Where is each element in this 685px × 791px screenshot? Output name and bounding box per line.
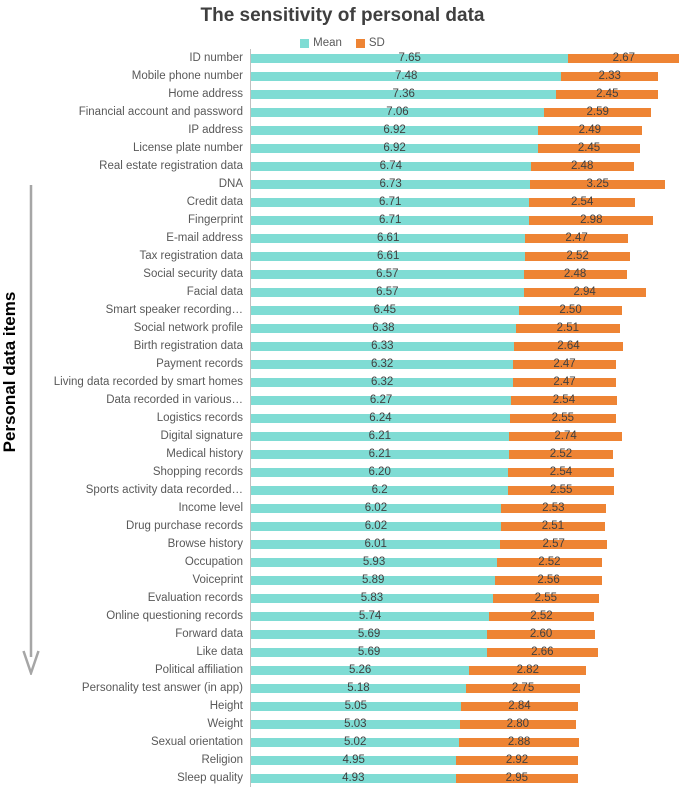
mean-bar-segment bbox=[251, 108, 544, 117]
mean-bar-segment bbox=[251, 684, 466, 693]
bar-track bbox=[250, 733, 685, 751]
bar-track bbox=[250, 49, 685, 67]
mean-bar-segment-value-label: 6.2 bbox=[371, 484, 388, 496]
mean-bar-segment bbox=[251, 756, 456, 765]
mean-bar-segment-value-label: 6.01 bbox=[364, 538, 387, 550]
bar-track bbox=[250, 139, 685, 157]
mean-bar-segment bbox=[251, 270, 524, 279]
bar-track bbox=[250, 571, 685, 589]
mean-bar-segment-value-label: 6.27 bbox=[369, 394, 393, 406]
chart-row bbox=[0, 481, 685, 499]
sd-bar-segment-value-label: 2.55 bbox=[550, 484, 573, 496]
category-label: Real estate registration data bbox=[99, 160, 243, 172]
mean-bar-segment-value-label: 6.57 bbox=[376, 286, 399, 298]
mean-bar-segment-value-label: 5.93 bbox=[362, 556, 386, 568]
mean-bar-segment-value-label: 5.69 bbox=[357, 646, 381, 658]
mean-bar-segment bbox=[251, 378, 513, 387]
bar-track bbox=[250, 247, 685, 265]
mean-bar-segment bbox=[251, 594, 493, 603]
sd-bar-segment bbox=[508, 468, 613, 477]
mean-bar-segment-value-label: 5.26 bbox=[348, 664, 372, 676]
bar-track bbox=[250, 499, 685, 517]
sd-bar-segment-value-label: 2.74 bbox=[554, 430, 577, 442]
bar-track bbox=[250, 715, 685, 733]
mean-bar-segment-value-label: 6.71 bbox=[379, 214, 402, 226]
category-label: Sleep quality bbox=[177, 772, 243, 784]
mean-bar-segment bbox=[251, 738, 459, 747]
mean-bar-segment bbox=[251, 648, 487, 657]
mean-bar-segment-value-label: 7.36 bbox=[392, 88, 415, 100]
mean-bar-segment bbox=[251, 252, 525, 261]
sd-bar-segment bbox=[544, 108, 651, 117]
chart-row bbox=[0, 373, 685, 391]
category-label: Voiceprint bbox=[192, 574, 243, 586]
bar-track bbox=[250, 589, 685, 607]
category-label: DNA bbox=[218, 178, 243, 190]
mean-bar-segment-value-label: 6.92 bbox=[383, 124, 406, 136]
mean-bar-segment-value-label: 5.69 bbox=[357, 628, 381, 640]
category-label: Drug purchase records bbox=[126, 520, 243, 532]
chart-row bbox=[0, 751, 685, 769]
legend bbox=[0, 37, 685, 49]
sd-bar-segment bbox=[495, 576, 601, 585]
sd-bar-segment bbox=[538, 126, 641, 135]
category-label: Height bbox=[209, 700, 243, 712]
sd-bar-segment-value-label: 2.55 bbox=[551, 412, 575, 424]
category-label: Occupation bbox=[184, 556, 243, 568]
mean-bar-segment-value-label: 5.05 bbox=[344, 700, 367, 712]
bar-track bbox=[250, 553, 685, 571]
bar-track bbox=[250, 517, 685, 535]
bar-track bbox=[250, 751, 685, 769]
category-label: Mobile phone number bbox=[131, 70, 243, 82]
bar-track bbox=[250, 67, 685, 85]
mean-bar-segment-value-label: 6.32 bbox=[370, 376, 394, 388]
sd-bar-segment-value-label: 2.84 bbox=[508, 700, 531, 712]
category-label: Logistics records bbox=[156, 412, 243, 424]
chart-row bbox=[0, 355, 685, 373]
sd-bar-segment-value-label: 2.45 bbox=[596, 88, 619, 100]
sd-bar-segment bbox=[500, 540, 607, 549]
legend-label-mean: Mean bbox=[313, 37, 342, 49]
mean-bar-segment bbox=[251, 216, 529, 225]
mean-bar-segment bbox=[251, 396, 511, 405]
category-label: Social network profile bbox=[133, 322, 243, 334]
chart-row bbox=[0, 643, 685, 661]
chart-row bbox=[0, 103, 685, 121]
mean-bar-segment bbox=[251, 720, 460, 729]
mean-bar-segment-value-label: 6.71 bbox=[379, 196, 402, 208]
sd-bar-segment bbox=[508, 486, 614, 495]
sd-bar-segment bbox=[510, 414, 616, 423]
mean-bar-segment-value-label: 6.21 bbox=[368, 430, 392, 442]
sd-bar-segment-value-label: 2.47 bbox=[565, 232, 588, 244]
sd-bar-segment-value-label: 2.48 bbox=[563, 268, 587, 280]
category-label: Sports activity data recorded… bbox=[85, 484, 243, 496]
mean-bar-segment bbox=[251, 450, 509, 459]
mean-bar-segment-value-label: 4.95 bbox=[342, 754, 365, 766]
mean-bar-segment-value-label: 6.38 bbox=[372, 322, 395, 334]
category-label: Sexual orientation bbox=[150, 736, 243, 748]
mean-bar-segment bbox=[251, 612, 489, 621]
category-label: Fingerprint bbox=[188, 214, 243, 226]
chart-row bbox=[0, 49, 685, 67]
mean-bar-segment-value-label: 6.45 bbox=[373, 304, 397, 316]
mean-bar-segment bbox=[251, 72, 561, 81]
mean-bar-segment bbox=[251, 144, 538, 153]
category-label: Like data bbox=[196, 646, 243, 658]
mean-bar-segment bbox=[251, 198, 529, 207]
category-label: Tax registration data bbox=[139, 250, 243, 262]
bar-track bbox=[250, 301, 685, 319]
category-label: Smart speaker recording… bbox=[105, 304, 243, 316]
sd-bar-segment bbox=[529, 216, 653, 225]
mean-bar-segment-value-label: 5.74 bbox=[358, 610, 382, 622]
bar-track bbox=[250, 445, 685, 463]
category-label: ID number bbox=[189, 52, 243, 64]
sd-bar-segment bbox=[531, 162, 634, 171]
y-axis-title: Personal data items bbox=[0, 291, 19, 453]
chart-row bbox=[0, 715, 685, 733]
sd-bar-segment bbox=[561, 72, 658, 81]
sd-bar-segment-value-label: 2.47 bbox=[553, 358, 576, 370]
chart-row bbox=[0, 427, 685, 445]
category-label: Facial data bbox=[186, 286, 243, 298]
mean-bar-segment-value-label: 6.33 bbox=[371, 340, 394, 352]
bar-track bbox=[250, 535, 685, 553]
sd-bar-segment-value-label: 2.55 bbox=[534, 592, 558, 604]
chart-row bbox=[0, 175, 685, 193]
bar-track bbox=[250, 427, 685, 445]
bar-track bbox=[250, 769, 685, 787]
sd-bar-segment-value-label: 2.52 bbox=[566, 250, 589, 262]
sd-bar-segment bbox=[516, 324, 620, 333]
legend-item-sd bbox=[356, 37, 385, 49]
chart-row bbox=[0, 193, 685, 211]
mean-bar-segment bbox=[251, 324, 516, 333]
sd-bar-segment-value-label: 2.75 bbox=[511, 682, 535, 694]
mean-bar-segment-value-label: 7.48 bbox=[395, 70, 418, 82]
mean-bar-segment-value-label: 6.24 bbox=[369, 412, 392, 424]
category-label: License plate number bbox=[133, 142, 243, 154]
category-label: Browse history bbox=[167, 538, 243, 550]
chart-row bbox=[0, 589, 685, 607]
sd-bar-segment-value-label: 2.54 bbox=[552, 394, 576, 406]
chart-row bbox=[0, 445, 685, 463]
bar-track bbox=[250, 409, 685, 427]
category-label: Home address bbox=[168, 88, 243, 100]
chart-row bbox=[0, 265, 685, 283]
chart-row bbox=[0, 121, 685, 139]
mean-bar-segment bbox=[251, 180, 530, 189]
bar-track bbox=[250, 643, 685, 661]
sd-bar-segment bbox=[466, 684, 580, 693]
category-label: Financial account and password bbox=[78, 106, 243, 118]
sd-bar-segment bbox=[509, 450, 614, 459]
sd-bar-segment-value-label: 2.95 bbox=[505, 772, 528, 784]
mean-bar-segment-value-label: 6.61 bbox=[376, 250, 400, 262]
mean-bar-segment bbox=[251, 504, 501, 513]
chart-row bbox=[0, 769, 685, 787]
chart-row bbox=[0, 283, 685, 301]
mean-bar-segment-value-label: 6.32 bbox=[370, 358, 394, 370]
mean-bar-segment bbox=[251, 360, 513, 369]
category-label: Online questioning records bbox=[106, 610, 243, 622]
sd-bar-segment bbox=[509, 432, 623, 441]
plot-area bbox=[0, 49, 685, 787]
sd-bar-segment-value-label: 2.80 bbox=[506, 718, 530, 730]
mean-bar-segment-value-label: 6.20 bbox=[368, 466, 391, 478]
chart-row bbox=[0, 85, 685, 103]
chart-row bbox=[0, 229, 685, 247]
mean-bar-segment bbox=[251, 486, 508, 495]
category-label: Personality test answer (in app) bbox=[81, 682, 243, 694]
mean-bar-segment bbox=[251, 630, 487, 639]
sd-bar-segment-value-label: 2.54 bbox=[549, 466, 573, 478]
bar-track bbox=[250, 679, 685, 697]
sd-bar-segment bbox=[497, 558, 602, 567]
chart-title: The sensitivity of personal data bbox=[200, 5, 485, 26]
sd-bar-segment-value-label: 2.53 bbox=[542, 502, 565, 514]
sd-bar-segment-value-label: 2.47 bbox=[553, 376, 576, 388]
mean-bar-segment-value-label: 6.02 bbox=[364, 520, 388, 532]
sd-bar-segment bbox=[459, 738, 579, 747]
sd-bar-segment bbox=[524, 270, 627, 279]
sd-bar-segment bbox=[513, 378, 616, 387]
sd-bar-segment bbox=[525, 252, 630, 261]
bar-track bbox=[250, 697, 685, 715]
sd-bar-segment-value-label: 2.94 bbox=[573, 286, 596, 298]
bar-track bbox=[250, 391, 685, 409]
sd-bar-segment bbox=[556, 90, 658, 99]
mean-bar-segment bbox=[251, 558, 497, 567]
category-label: E-mail address bbox=[166, 232, 243, 244]
chart-row bbox=[0, 67, 685, 85]
sd-bar-segment bbox=[501, 522, 605, 531]
sd-bar-segment-value-label: 2.52 bbox=[549, 448, 573, 460]
mean-bar-segment bbox=[251, 414, 510, 423]
mean-bar-segment-value-label: 6.02 bbox=[364, 502, 388, 514]
sd-bar-segment bbox=[461, 702, 579, 711]
mean-bar-segment-value-label: 5.02 bbox=[343, 736, 367, 748]
sd-bar-segment-value-label: 2.52 bbox=[538, 556, 561, 568]
sd-bar-segment-value-label: 2.52 bbox=[530, 610, 553, 622]
chart-row bbox=[0, 553, 685, 571]
chart-row bbox=[0, 679, 685, 697]
legend-item-mean bbox=[300, 37, 342, 49]
mean-bar-segment-value-label: 6.21 bbox=[368, 448, 392, 460]
category-label: Payment records bbox=[156, 358, 243, 370]
mean-bar-segment bbox=[251, 522, 501, 531]
bar-track bbox=[250, 463, 685, 481]
sd-bar-segment-value-label: 2.45 bbox=[577, 142, 601, 154]
sd-bar-segment bbox=[525, 234, 628, 243]
sd-bar-segment-value-label: 2.98 bbox=[580, 214, 603, 226]
bar-track bbox=[250, 481, 685, 499]
mean-bar-segment-value-label: 5.03 bbox=[344, 718, 367, 730]
category-label: Digital signature bbox=[160, 430, 243, 442]
mean-bar-segment bbox=[251, 774, 456, 783]
mean-bar-segment bbox=[251, 540, 500, 549]
sd-bar-segment bbox=[460, 720, 576, 729]
mean-bar-segment bbox=[251, 90, 556, 99]
category-label: Data recorded in various… bbox=[106, 394, 243, 406]
sd-bar-segment bbox=[530, 180, 665, 189]
sd-bar-segment-value-label: 2.51 bbox=[541, 520, 565, 532]
sd-bar-segment bbox=[456, 756, 577, 765]
bar-track bbox=[250, 607, 685, 625]
category-label: Forward data bbox=[175, 628, 243, 640]
sd-bar-segment bbox=[501, 504, 606, 513]
sd-bar-segment bbox=[511, 396, 616, 405]
mean-bar-segment-value-label: 4.93 bbox=[342, 772, 365, 784]
category-label: Birth registration data bbox=[133, 340, 243, 352]
mean-bar-segment bbox=[251, 576, 495, 585]
bar-track bbox=[250, 229, 685, 247]
sd-bar-segment bbox=[487, 630, 595, 639]
chart-row bbox=[0, 391, 685, 409]
category-label: Weight bbox=[207, 718, 243, 730]
legend-label-sd: SD bbox=[368, 37, 385, 49]
bar-track bbox=[250, 355, 685, 373]
mean-bar-segment bbox=[251, 234, 525, 243]
category-label: Shopping records bbox=[152, 466, 243, 478]
chart-row bbox=[0, 409, 685, 427]
bar-track bbox=[250, 211, 685, 229]
sd-bar-segment-value-label: 2.51 bbox=[556, 322, 580, 334]
sd-bar-segment bbox=[524, 288, 646, 297]
sd-bar-segment bbox=[493, 594, 599, 603]
sd-bar-segment-value-label: 2.82 bbox=[516, 664, 539, 676]
sd-bar-segment bbox=[469, 666, 586, 675]
category-label: Religion bbox=[201, 754, 243, 766]
category-label: Living data recorded by smart homes bbox=[53, 376, 243, 388]
bar-track bbox=[250, 103, 685, 121]
mean-bar-segment bbox=[251, 468, 508, 477]
sd-bar-segment-value-label: 2.54 bbox=[570, 196, 594, 208]
chart-row bbox=[0, 319, 685, 337]
sd-bar-segment-value-label: 2.67 bbox=[612, 52, 636, 64]
sd-bar-segment-value-label: 2.59 bbox=[586, 106, 609, 118]
bar-track bbox=[250, 121, 685, 139]
sd-bar-segment bbox=[568, 54, 679, 63]
bar-track bbox=[250, 157, 685, 175]
mean-bar-segment-value-label: 5.18 bbox=[347, 682, 370, 694]
category-label: IP address bbox=[188, 124, 243, 136]
mean-bar-segment bbox=[251, 54, 568, 63]
sd-bar-segment bbox=[538, 144, 640, 153]
category-label: Social security data bbox=[143, 268, 243, 280]
sd-bar-segment bbox=[513, 360, 616, 369]
sd-bar-segment bbox=[529, 198, 634, 207]
chart-row bbox=[0, 697, 685, 715]
bar-track bbox=[250, 265, 685, 283]
category-label: Political affiliation bbox=[154, 664, 243, 676]
bar-track bbox=[250, 319, 685, 337]
mean-bar-segment-value-label: 6.73 bbox=[379, 178, 402, 190]
bar-track bbox=[250, 193, 685, 211]
chart-row bbox=[0, 607, 685, 625]
bar-track bbox=[250, 175, 685, 193]
category-label: Evaluation records bbox=[147, 592, 243, 604]
sd-bar-segment-value-label: 2.57 bbox=[542, 538, 565, 550]
chart-row bbox=[0, 625, 685, 643]
chart-row bbox=[0, 499, 685, 517]
sd-swatch-icon bbox=[356, 39, 365, 48]
bar-track bbox=[250, 625, 685, 643]
sd-bar-segment bbox=[519, 306, 623, 315]
mean-bar-segment-value-label: 6.74 bbox=[379, 160, 403, 172]
mean-bar-segment bbox=[251, 306, 519, 315]
sd-bar-segment-value-label: 2.60 bbox=[529, 628, 553, 640]
chart-row bbox=[0, 571, 685, 589]
category-label: Medical history bbox=[166, 448, 243, 460]
sd-bar-segment-value-label: 2.50 bbox=[559, 304, 582, 316]
chart-row bbox=[0, 157, 685, 175]
bar-track bbox=[250, 373, 685, 391]
mean-bar-segment-value-label: 6.92 bbox=[383, 142, 406, 154]
mean-bar-segment bbox=[251, 162, 531, 171]
bar-track bbox=[250, 283, 685, 301]
mean-swatch-icon bbox=[300, 39, 309, 48]
sd-bar-segment-value-label: 2.92 bbox=[505, 754, 529, 766]
mean-bar-segment bbox=[251, 666, 469, 675]
mean-bar-segment-value-label: 7.06 bbox=[386, 106, 409, 118]
sd-bar-segment-value-label: 2.64 bbox=[557, 340, 580, 352]
mean-bar-segment-value-label: 6.57 bbox=[376, 268, 399, 280]
mean-bar-segment bbox=[251, 432, 509, 441]
mean-bar-segment-value-label: 5.83 bbox=[360, 592, 384, 604]
chart-row bbox=[0, 211, 685, 229]
mean-bar-segment bbox=[251, 702, 461, 711]
mean-bar-segment-value-label: 5.89 bbox=[362, 574, 385, 586]
sd-bar-segment-value-label: 3.25 bbox=[586, 178, 609, 190]
chart-row bbox=[0, 661, 685, 679]
sd-bar-segment-value-label: 2.49 bbox=[578, 124, 602, 136]
bar-track bbox=[250, 661, 685, 679]
mean-bar-segment-value-label: 7.65 bbox=[398, 52, 421, 64]
sd-bar-segment-value-label: 2.88 bbox=[507, 736, 531, 748]
sd-bar-segment bbox=[487, 648, 597, 657]
sd-bar-segment-value-label: 2.66 bbox=[531, 646, 554, 658]
mean-bar-segment-value-label: 6.61 bbox=[376, 232, 400, 244]
sd-bar-segment bbox=[514, 342, 624, 351]
chart-row bbox=[0, 535, 685, 553]
bar-track bbox=[250, 337, 685, 355]
chart-row bbox=[0, 463, 685, 481]
mean-bar-segment bbox=[251, 126, 538, 135]
chart-row bbox=[0, 247, 685, 265]
chart-row bbox=[0, 733, 685, 751]
chart-row bbox=[0, 301, 685, 319]
bar-track bbox=[250, 85, 685, 103]
chart-row bbox=[0, 337, 685, 355]
sd-bar-segment-value-label: 2.33 bbox=[598, 70, 621, 82]
category-label: Credit data bbox=[186, 196, 243, 208]
chart-row bbox=[0, 517, 685, 535]
category-label: Income level bbox=[178, 502, 243, 514]
sd-bar-segment bbox=[456, 774, 578, 783]
mean-bar-segment bbox=[251, 342, 514, 351]
mean-bar-segment bbox=[251, 288, 524, 297]
sd-bar-segment bbox=[489, 612, 594, 621]
sd-bar-segment-value-label: 2.48 bbox=[570, 160, 594, 172]
sd-bar-segment-value-label: 2.56 bbox=[537, 574, 560, 586]
chart-row bbox=[0, 139, 685, 157]
